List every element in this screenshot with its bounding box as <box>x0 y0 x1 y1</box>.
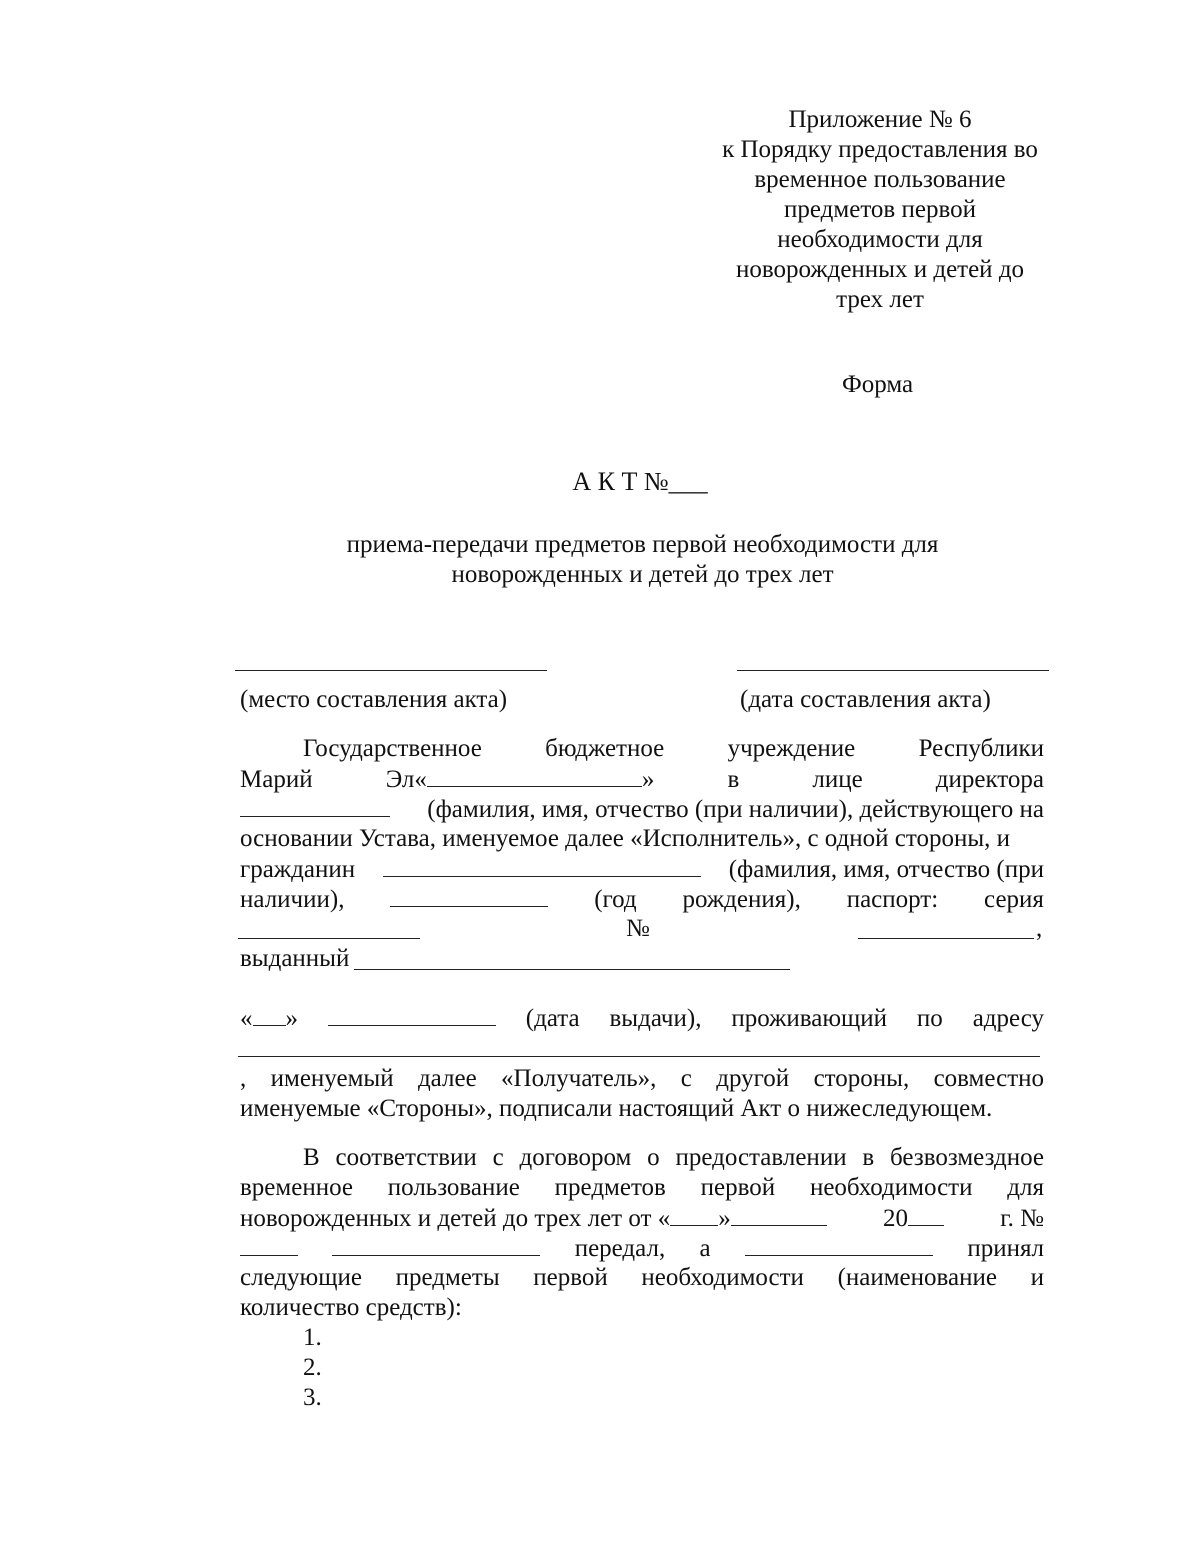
word: директора <box>935 766 1044 793</box>
place-blank-line <box>235 670 547 671</box>
issue-day-field: « » <box>240 1005 298 1032</box>
citizen-name-blank <box>383 854 701 877</box>
word: выдачи), <box>609 1005 702 1032</box>
p2-line-1: В соответствии с договором о предоставлении в безвозмездное <box>303 1144 1044 1171</box>
p1-line-6 <box>240 884 1044 915</box>
act-title: А К Т №___ <box>572 467 708 496</box>
appendix-line: предметов первой <box>784 196 976 223</box>
appendix-line: временное пользование <box>754 166 1006 193</box>
word: а <box>699 1235 711 1262</box>
word: гражданин <box>240 856 356 883</box>
p2-line-2 <box>240 1173 1044 1203</box>
address-blank <box>238 1056 1040 1057</box>
p1-line-3 <box>240 794 1044 825</box>
p2-line-5 <box>240 1263 1044 1293</box>
passport-number-sign: № <box>626 915 650 942</box>
birth-year-blank <box>390 884 548 907</box>
word: принял <box>967 1235 1044 1262</box>
word: учреждение <box>727 735 856 762</box>
word: следующие <box>240 1264 362 1291</box>
place-label: (место составления акта) <box>240 686 508 713</box>
issue-month-blank <box>328 1003 496 1026</box>
appendix-line: к Порядку предоставления во <box>722 136 1038 163</box>
word: (дата <box>525 1005 580 1032</box>
line-text: (фамилия, имя, отчество (при наличии), действующего на <box>427 796 1044 823</box>
word: в <box>727 766 740 793</box>
list-item: 2. <box>303 1354 322 1381</box>
p1-line-11: именуемые «Стороны», подписали настоящий Акт о нижеследующем. <box>240 1095 993 1122</box>
passport-number-blank <box>858 938 1034 939</box>
issued-label: выданный <box>240 945 350 972</box>
transferor-blank <box>332 1233 540 1256</box>
list-item: 1. <box>303 1324 322 1351</box>
date-label: (дата составления акта) <box>740 686 991 713</box>
contract-year-blank <box>908 1203 944 1226</box>
appendix-line: необходимости для <box>777 226 983 253</box>
appendix-block <box>660 105 1100 315</box>
date-blank-line <box>737 670 1049 671</box>
contract-number-blank <box>240 1233 298 1256</box>
p1-line-9 <box>240 1003 1044 1034</box>
blank-line <box>253 1003 286 1026</box>
appendix-line: новорожденных и детей до <box>735 256 1025 283</box>
word: пользование <box>387 1174 520 1201</box>
word: паспорт: <box>846 886 939 913</box>
word: передал, <box>574 1235 666 1262</box>
word: наличии), <box>240 886 345 913</box>
word: и <box>1030 1264 1044 1291</box>
p2-line-3 <box>240 1203 1044 1234</box>
word: лице <box>812 766 863 793</box>
contract-year-field: 20 <box>883 1203 944 1234</box>
act-subtitle-line: новорожденных и детей до трех лет <box>451 561 834 588</box>
p1-line-4: основании Устава, именуемое далее «Исполнитель», с одной стороны, и <box>240 825 1011 852</box>
act-subtitle <box>0 530 1200 590</box>
word: г. № <box>1000 1205 1044 1232</box>
issued-by-blank <box>354 969 790 970</box>
form-label: Форма <box>842 371 914 398</box>
blank-line <box>427 764 642 787</box>
word: (наименование <box>837 1264 997 1291</box>
director-name-blank <box>240 794 390 817</box>
word: первой <box>700 1174 776 1201</box>
word: серия <box>984 886 1044 913</box>
word: временное <box>240 1174 353 1201</box>
contract-date-text: новорожденных и детей до трех лет от « » <box>240 1203 827 1234</box>
p1-line-2 <box>240 764 1044 795</box>
word: адресу <box>972 1005 1044 1032</box>
p1-line-10: , именуемый далее «Получатель», с другой стороны, совместно <box>240 1065 1044 1092</box>
p1-line-5 <box>240 854 1044 885</box>
contract-month-blank <box>731 1203 827 1226</box>
appendix-line: Приложение № 6 <box>788 106 972 133</box>
receiver-blank <box>745 1233 933 1256</box>
word: рождения), <box>682 886 801 913</box>
word: проживающий <box>731 1005 888 1032</box>
word: предметы <box>395 1264 500 1291</box>
word: бюджетное <box>545 735 665 762</box>
comma: , <box>1036 915 1043 942</box>
list-item: 3. <box>303 1384 322 1411</box>
line-text: (фамилия, имя, отчество (при <box>728 856 1044 883</box>
passport-series-blank <box>238 938 420 939</box>
act-subtitle-line: приема-передачи предметов первой необходимости для <box>346 531 939 558</box>
p1-line-1 <box>303 734 1044 764</box>
appendix-line: трех лет <box>836 286 924 313</box>
p2-line-6: количество средств): <box>240 1294 462 1321</box>
word: по <box>916 1005 943 1032</box>
word: Республики <box>918 735 1044 762</box>
contract-day-blank <box>670 1203 718 1226</box>
word: (год <box>594 886 637 913</box>
p2-line-4 <box>240 1233 1044 1264</box>
word: Марий <box>240 766 313 793</box>
word: для <box>1007 1174 1044 1201</box>
word: необходимости <box>641 1264 804 1291</box>
word: необходимости <box>809 1174 973 1201</box>
org-name-field: Эл« » <box>385 766 655 793</box>
word: предметов <box>554 1174 666 1201</box>
word: Государственное <box>303 735 482 762</box>
word: первой <box>533 1264 608 1291</box>
